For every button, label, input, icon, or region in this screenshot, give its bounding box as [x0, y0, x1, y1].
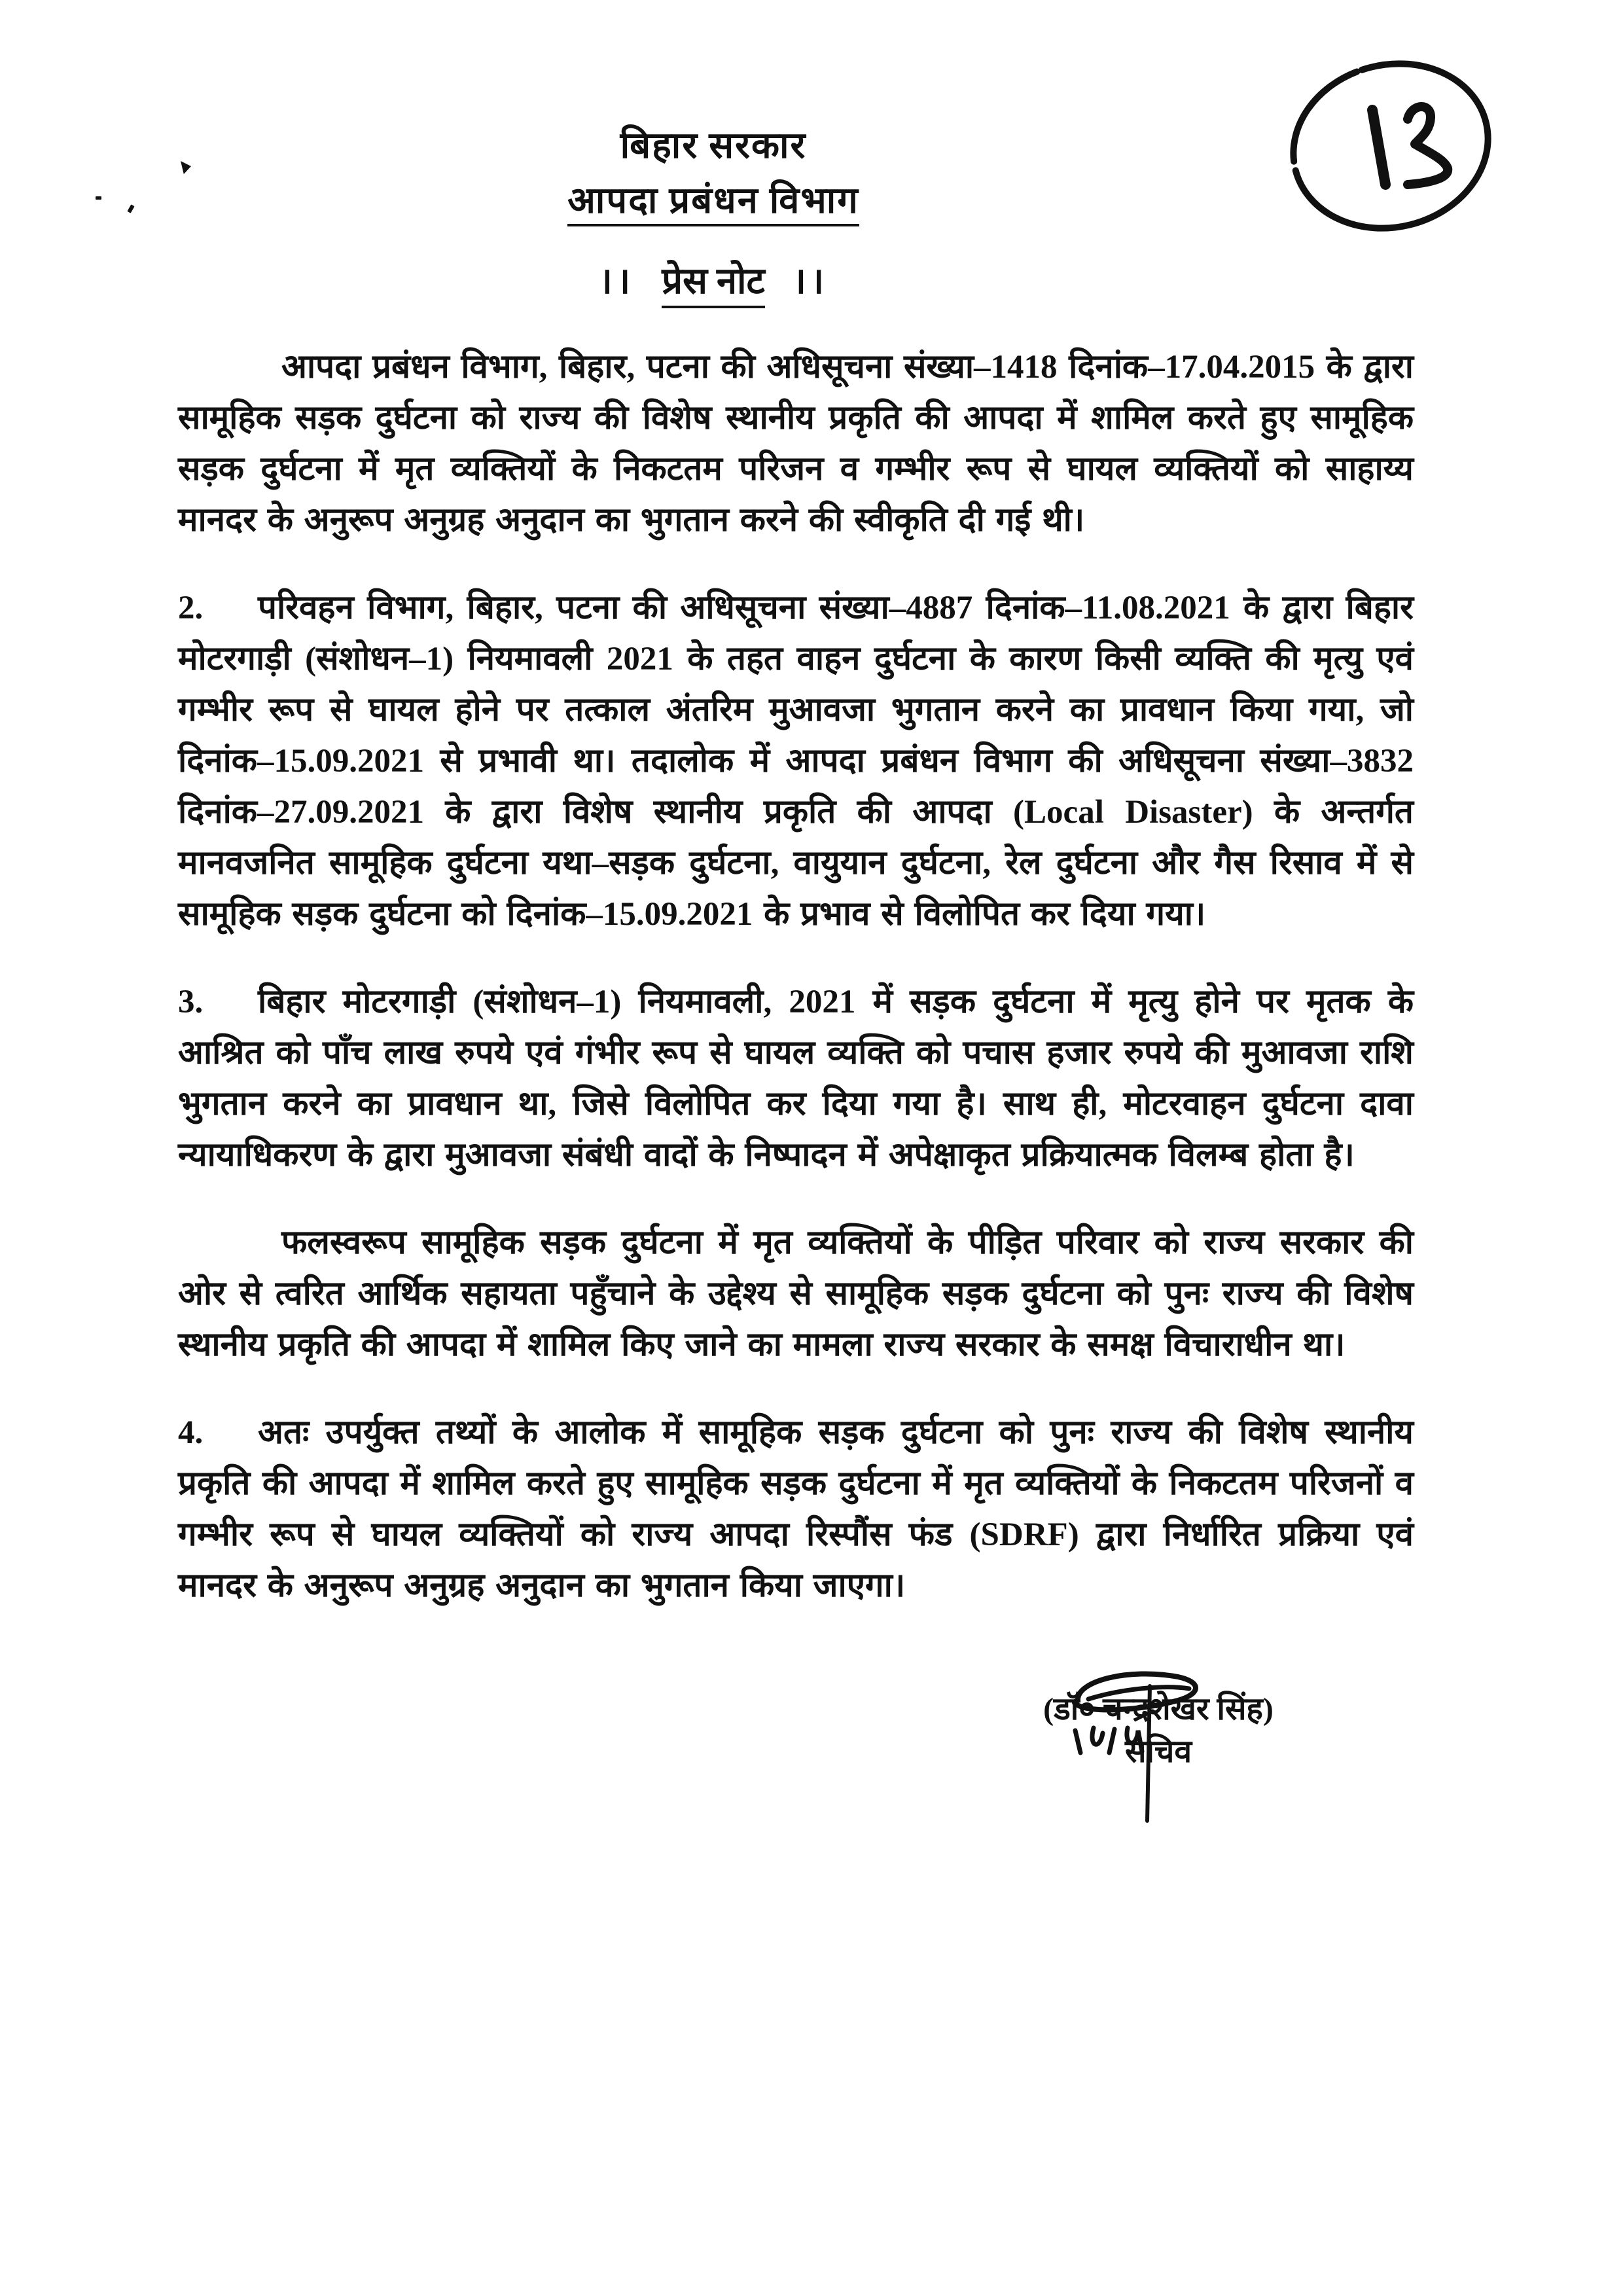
handwritten-page-number-circle — [1279, 45, 1508, 247]
press-note-title: प्रेस नोट — [662, 261, 765, 308]
title-left-bars: ।। — [598, 261, 635, 302]
paragraph-2-text: परिवहन विभाग, बिहार, पटना की अधिसूचना संख्या–4887 दिनांक–11.08.2021 के द्वारा बिहार मोटरगाड़ी (संशोधन–1) नियमावली 2021 के तहत वाहन दुर्घटना के कारण किसी व्यक्ति की मृत्यु एवं गम्भीर रूप से घायल होने पर तत्काल अंतरिम मुआवजा भुगतान करने का प्रावधान किया गया, जो दिनांक–15.09.2021 से प्रभावी था। तदालोक में आपदा प्रबंधन विभाग की अधिसूचना संख्या–3832 दिनांक–27.09.2021 के द्वारा विशेष स्थानीय प्रकृति की आपदा (Local Disaster) के अन्तर्गत मानवजनित सामूहिक दुर्घटना यथा–सड़क दुर्घटना, वायुयान दुर्घटना, रेल दुर्घटना और गैस रिसाव में से सामूहिक सड़क दुर्घटना को दिनांक–15.09.2021 के प्रभाव से विलोपित कर दिया गया। — [178, 590, 1414, 933]
paragraph-3 — [178, 977, 1414, 1181]
department-name — [0, 173, 1427, 229]
paragraph-1 — [178, 342, 1414, 546]
government-name: बिहार सरकार — [620, 126, 807, 166]
signatory-designation: सचिव — [1124, 1734, 1192, 1769]
paragraph-4-text: फलस्वरूप सामूहिक सड़क दुर्घटना में मृत व्यक्तियों के पीड़ित परिवार को राज्य सरकार की ओर से त्वरित आर्थिक सहायता पहुँचाने के उद्देश्य से सामूहिक सड़क दुर्घटना को पुनः राज्य की विशेष स्थानीय प्रकृति की आपदा में शामिल किए जाने का मामला राज्य सरकार के समक्ष विचाराधीन था। — [178, 1225, 1414, 1363]
paragraph-5 — [178, 1407, 1414, 1611]
scan-speck — [96, 196, 101, 200]
paragraph-3-number: 3. — [178, 984, 204, 1020]
paragraph-5-number: 4. — [178, 1414, 204, 1451]
paragraph-1-text: आपदा प्रबंधन विभाग, बिहार, पटना की अधिसूचना संख्या–1418 दिनांक–17.04.2015 के द्वारा सामूहिक सड़क दुर्घटना को राज्य की विशेष स्थानीय प्रकृति की आपदा में शामिल करते हुए सामूहिक सड़क दुर्घटना में मृत व्यक्तियों के निकटतम परिजन व गम्भीर रूप से घायल व्यक्तियों को साहाय्य मानदर के अनुरूप अनुग्रह अनुदान का भुगतान करने की स्वीकृति दी गई थी। — [178, 349, 1414, 539]
document-title — [0, 255, 1427, 308]
circle-annotation-icon — [1279, 45, 1508, 247]
signatory-name: (डॉ० चन्द्रशेखर सिंह) — [1043, 1692, 1274, 1727]
paragraph-2 — [178, 583, 1414, 940]
department-name-underlined: आपदा प्रबंधन विभाग — [567, 181, 859, 226]
title-right-bars: ।। — [792, 261, 829, 302]
paragraph-4-unnumbered — [178, 1217, 1414, 1371]
paragraph-2-number: 2. — [178, 590, 204, 626]
paragraph-5-text: अतः उपर्युक्त तथ्यों के आलोक में सामूहिक सड़क दुर्घटना को पुनः राज्य की विशेष स्थानीय प्रकृति की आपदा में शामिल करते हुए सामूहिक सड़क दुर्घटना में मृत व्यक्तियों के निकटतम परिजनों व गम्भीर रूप से घायल व्यक्तियों को राज्य आपदा रिस्पौंस फंड (SDRF) द्वारा निर्धारित प्रक्रिया एवं मानदर के अनुरूप अनुग्रह अनुदान का भुगतान किया जाएगा। — [178, 1414, 1414, 1604]
paragraph-3-text: बिहार मोटरगाड़ी (संशोधन–1) नियमावली, 2021 में सड़क दुर्घटना में मृत्यु होने पर मृतक के आश्रित को पाँच लाख रुपये एवं गंभीर रूप से घायल व्यक्ति को पचास हजार रुपये की मुआवजा राशि भुगतान करने का प्रावधान था, जिसे विलोपित कर दिया गया है। साथ ही, मोटरवाहन दुर्घटना दावा न्यायाधिकरण के द्वारा मुआवजा संबंधी वादों के निष्पादन में अपेक्षाकृत प्रक्रियात्मक विलम्ब होता है। — [178, 984, 1414, 1174]
document-body — [178, 342, 1414, 1611]
signature-block — [903, 1689, 1414, 1774]
